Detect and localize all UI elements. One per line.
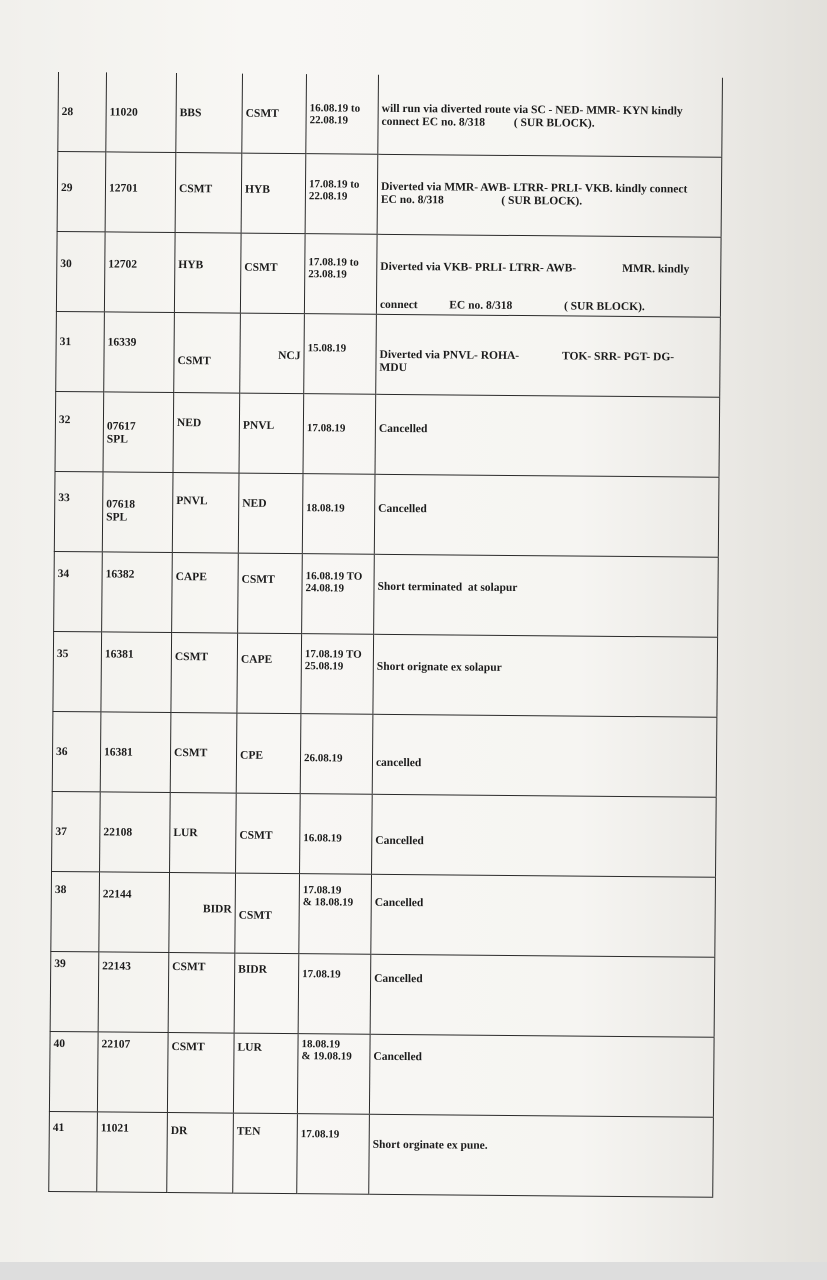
from-station: CSMT: [178, 183, 213, 196]
serial-number-cell: [52, 711, 101, 791]
remarks: Diverted via MMR- AWB- LTRR- PRLI- VKB. kindly connect EC no. 8/318 ( SUR BLOCK).: [380, 180, 688, 208]
train-number-cell: [98, 952, 169, 1033]
to-station-cell: [242, 74, 307, 154]
date-range-cell: [305, 154, 378, 235]
date-range: 16.08.19 to 22.08.19: [309, 102, 361, 127]
from-station-cell: [167, 1112, 234, 1193]
from-station: CAPE: [175, 571, 207, 584]
date-range: 17.08.19 to 23.08.19: [308, 256, 359, 281]
train-number: 22144: [102, 888, 132, 901]
serial-number-cell: [49, 1111, 98, 1191]
date-range-cell: [302, 474, 375, 555]
serial-number: 30: [60, 258, 72, 271]
table-row: [52, 791, 717, 877]
train-number: 11020: [109, 106, 138, 119]
to-station: CSMT: [241, 573, 275, 586]
train-number-cell: [106, 72, 177, 152]
table-row: [50, 951, 715, 1037]
from-station-cell: [175, 153, 242, 234]
train-number-cell: [100, 792, 171, 873]
serial-number: 34: [57, 568, 70, 581]
from-station: DR: [170, 1125, 188, 1138]
train-number: 22143: [102, 960, 131, 973]
to-station-cell: [240, 313, 305, 394]
serial-number-cell: [58, 72, 107, 152]
serial-number: 37: [55, 826, 67, 839]
from-station-cell: [172, 553, 239, 634]
remarks-cell: [369, 1034, 714, 1117]
to-station: CSMT: [239, 829, 273, 842]
to-station: HYB: [244, 183, 270, 196]
to-station-cell: [235, 873, 300, 954]
remarks: Diverted via PNVL- ROHA- TOK- SRR- PGT- DG- MDU: [379, 348, 675, 375]
remarks-cell: [373, 634, 718, 717]
date-range: 17.08.19: [302, 968, 341, 981]
serial-number: 36: [56, 746, 68, 759]
to-station: CSMT: [238, 909, 272, 922]
train-number-cell: [104, 312, 175, 393]
remarks-cell: [371, 874, 716, 957]
remarks-cell: [369, 1114, 714, 1197]
date-range: 17.08.19 TO 25.08.19: [304, 648, 362, 673]
to-station: TEN: [236, 1125, 261, 1138]
to-station: CPE: [239, 749, 264, 762]
from-station-cell: [174, 233, 241, 314]
remarks: Short orginate ex pune.: [372, 1138, 488, 1152]
serial-number: 39: [54, 958, 66, 971]
train-number-cell: [105, 152, 176, 233]
from-station: NED: [176, 417, 202, 430]
date-range-cell: [302, 554, 375, 635]
from-station: BIDR: [202, 903, 232, 916]
from-station: CSMT: [172, 961, 206, 974]
remarks: Cancelled: [378, 502, 427, 516]
from-station-cell: [176, 73, 243, 153]
remarks-cell: [370, 954, 715, 1037]
to-station-cell: [238, 473, 303, 554]
table-row: [55, 391, 720, 477]
table-row: [56, 311, 721, 397]
from-station-cell: [173, 393, 240, 474]
from-station-cell: [169, 873, 236, 954]
train-number-cell: [101, 632, 172, 713]
date-range: 16.08.19: [303, 832, 342, 845]
date-range-cell: [304, 234, 377, 315]
serial-number: 28: [61, 106, 74, 119]
train-number: 16382: [105, 568, 135, 581]
train-changes-table: [48, 72, 723, 1198]
serial-number-cell: [53, 631, 102, 711]
train-number-cell: [97, 1112, 168, 1193]
to-station-cell: [240, 233, 305, 314]
date-range: 26.08.19: [303, 752, 343, 765]
remarks: will run via diverted route via SC - NED- MMR- KYN kindly connect EC no. 8/318 ( SUR BLOCK).: [381, 102, 683, 130]
remarks-cell: [374, 554, 719, 637]
from-station: HYB: [178, 259, 204, 272]
table-row: [51, 871, 716, 957]
train-number: 22108: [103, 826, 133, 839]
train-number-cell: [103, 392, 174, 473]
date-range-cell: [303, 394, 376, 475]
date-range-cell: [297, 1034, 370, 1115]
remarks: Cancelled: [378, 422, 428, 436]
table-row: [54, 551, 719, 637]
from-station-cell: [167, 1032, 234, 1113]
from-station-cell: [171, 633, 238, 714]
date-range-cell: [298, 954, 371, 1035]
to-station: PNVL: [242, 419, 275, 432]
remarks: Short orignate ex solapur: [376, 660, 502, 674]
remarks-continued: connect EC no. 8/318 ( SUR BLOCK).: [379, 298, 645, 314]
to-station-cell: [233, 1033, 298, 1114]
table-row: [57, 152, 722, 238]
serial-number: 38: [54, 884, 67, 897]
to-station-cell: [239, 393, 304, 474]
date-range-cell: [300, 794, 373, 875]
date-range: 17.08.19: [300, 1128, 340, 1141]
date-range: 17.08.19: [306, 422, 346, 435]
table-row: [58, 72, 723, 157]
date-range-cell: [306, 74, 379, 154]
train-number: 16339: [107, 336, 137, 349]
serial-number: 33: [58, 492, 70, 505]
remarks-cell: [375, 394, 720, 477]
remarks-cell: [376, 314, 721, 397]
date-range-cell: [304, 314, 377, 395]
train-number: 07618 SPL: [106, 498, 136, 524]
remarks-cell: [372, 714, 717, 797]
table-row: [56, 231, 721, 317]
train-number: 22107: [101, 1038, 131, 1051]
date-range: 18.08.19: [306, 502, 345, 515]
date-range: 17.08.19 to 22.08.19: [308, 178, 360, 203]
from-station: BBS: [179, 107, 202, 120]
remarks: Cancelled: [374, 972, 423, 986]
remarks: Diverted via VKB- PRLI- LTRR- AWB- MMR. kindly: [380, 260, 690, 276]
to-station: BIDR: [238, 963, 267, 976]
train-number: 12701: [108, 182, 138, 195]
from-station: CSMT: [174, 651, 209, 664]
remarks: Cancelled: [375, 834, 424, 848]
serial-number: 35: [56, 648, 69, 661]
train-number-cell: [102, 472, 173, 553]
serial-number-cell: [50, 951, 99, 1031]
serial-number: 31: [59, 336, 72, 349]
serial-number-cell: [52, 791, 101, 871]
to-station-cell: [234, 953, 299, 1034]
remarks-cell: [378, 75, 723, 157]
to-station-cell: [237, 633, 302, 714]
date-range: 17.08.19 & 18.08.19: [302, 884, 354, 909]
from-station: CSMT: [174, 747, 208, 760]
remarks-cell: [374, 474, 719, 557]
to-station-cell: [236, 713, 301, 794]
to-station: NCJ: [278, 349, 301, 363]
from-station-cell: [174, 313, 241, 394]
train-schedule-sheet: [48, 72, 722, 1226]
serial-number-cell: [57, 152, 106, 232]
table-row: [53, 631, 718, 717]
serial-number-cell: [54, 471, 103, 551]
remarks-cell: [372, 794, 717, 877]
from-station-cell: [170, 713, 237, 794]
serial-number-cell: [55, 391, 104, 471]
date-range-cell: [297, 1114, 370, 1195]
serial-number-cell: [49, 1031, 98, 1111]
serial-number-cell: [56, 231, 105, 311]
train-number-cell: [102, 552, 173, 633]
train-number: 16381: [104, 648, 134, 661]
from-station: CSMT: [171, 1041, 205, 1054]
to-station: LUR: [237, 1041, 262, 1054]
serial-number: 32: [58, 414, 71, 427]
serial-number: 41: [52, 1121, 65, 1135]
table-body: [49, 72, 723, 1197]
from-station: CSMT: [177, 355, 211, 368]
date-range-cell: [300, 714, 373, 795]
page-bottom-edge: [0, 1262, 827, 1280]
to-station: NED: [242, 497, 267, 510]
train-number-cell: [99, 872, 170, 953]
from-station: LUR: [173, 827, 198, 840]
train-number: 16381: [104, 746, 133, 759]
to-station-cell: [238, 553, 303, 634]
remarks: Cancelled: [373, 1050, 423, 1064]
to-station-cell: [236, 793, 301, 874]
serial-number-cell: [54, 551, 103, 631]
date-range: 18.08.19 & 19.08.19: [301, 1038, 352, 1063]
to-station: CSMT: [245, 107, 279, 120]
to-station-cell: [241, 153, 306, 234]
train-number: 11021: [100, 1122, 129, 1135]
table-row: [49, 1111, 714, 1197]
serial-number-cell: [56, 311, 105, 391]
date-range-cell: [299, 874, 372, 955]
date-range-cell: [301, 634, 374, 715]
date-range: 15.08.19: [307, 342, 347, 355]
remarks-cell: [377, 154, 722, 237]
table-row: [49, 1031, 714, 1117]
from-station-cell: [172, 473, 239, 554]
remarks: Cancelled: [374, 896, 424, 910]
table-row: [54, 471, 719, 557]
serial-number-cell: [51, 871, 100, 951]
from-station: PNVL: [176, 495, 208, 508]
to-station: CSMT: [244, 261, 278, 274]
remarks: cancelled: [375, 756, 422, 770]
train-number: 12702: [108, 258, 138, 271]
from-station-cell: [170, 793, 237, 874]
train-number: 07617 SPL: [106, 420, 136, 446]
train-number-cell: [100, 712, 171, 793]
from-station-cell: [168, 953, 235, 1034]
train-number-cell: [97, 1032, 168, 1113]
date-range: 16.08.19 TO 24.08.19: [305, 570, 363, 595]
table-row: [52, 711, 717, 797]
to-station: CAPE: [240, 653, 273, 666]
remarks-cell: [376, 234, 721, 317]
serial-number: 29: [60, 182, 73, 195]
train-number-cell: [104, 232, 175, 313]
remarks: Short terminated at solapur: [377, 580, 518, 595]
serial-number: 40: [53, 1037, 66, 1051]
to-station-cell: [233, 1113, 298, 1194]
